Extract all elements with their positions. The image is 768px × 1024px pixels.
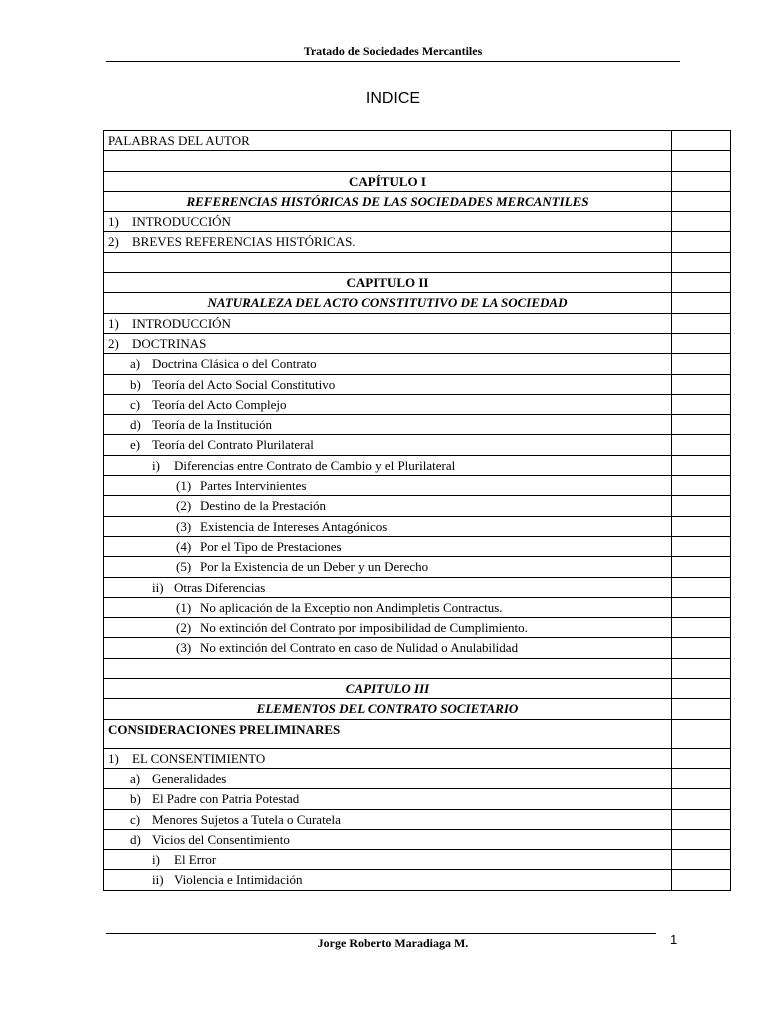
toc-item-number: d)	[130, 417, 141, 433]
toc-item-number: 1)	[108, 750, 119, 766]
toc-page-cell	[672, 719, 731, 748]
toc-page-cell	[672, 638, 731, 658]
footer-rule	[106, 933, 656, 934]
chapter-heading: CAPÍTULO I	[349, 173, 426, 189]
toc-row	[104, 496, 731, 516]
toc-row	[104, 809, 731, 829]
toc-item	[108, 810, 341, 829]
footer-author: Jorge Roberto Maradiaga M.	[317, 936, 469, 950]
toc-item-number: (3)	[176, 518, 192, 534]
toc-entry-cell	[104, 789, 672, 809]
toc-entry-cell	[104, 151, 672, 171]
toc-item	[108, 769, 226, 788]
toc-row	[104, 476, 731, 496]
toc-entry-cell	[104, 496, 672, 516]
toc-entry-cell	[104, 618, 672, 638]
toc-item-number: e)	[130, 437, 141, 453]
toc-item-text: BREVES REFERENCIAS HISTÓRICAS.	[132, 234, 356, 250]
toc-page-cell	[672, 476, 731, 496]
toc-item-number: (1)	[176, 599, 192, 615]
toc-entry-cell	[104, 455, 672, 475]
toc-row	[104, 870, 731, 890]
toc-item-number: (4)	[176, 538, 192, 554]
toc-row	[104, 191, 731, 211]
toc-page-cell	[672, 748, 731, 768]
toc-entry-cell	[104, 516, 672, 536]
toc-item	[108, 789, 299, 808]
toc-item-number: c)	[130, 396, 141, 412]
toc-item-text: Teoría del Contrato Plurilateral	[152, 437, 314, 453]
toc-item	[108, 375, 335, 394]
toc-item	[108, 415, 272, 434]
toc-item-number: 2)	[108, 234, 119, 250]
toc-page-cell	[672, 252, 731, 272]
page-number: 1	[670, 932, 678, 947]
toc-page-cell	[672, 699, 731, 719]
toc-page-cell	[672, 232, 731, 252]
toc-entry-cell	[104, 212, 672, 232]
toc-page-cell	[672, 394, 731, 414]
toc-entry-cell	[104, 476, 672, 496]
toc-item	[108, 354, 317, 373]
toc-entry-cell	[104, 374, 672, 394]
toc-item-number: ii)	[152, 872, 164, 888]
toc-page-cell	[672, 415, 731, 435]
toc-item-number: (3)	[176, 640, 192, 656]
toc-entry-cell	[104, 829, 672, 849]
toc-row	[104, 435, 731, 455]
chapter-subtitle: ELEMENTOS DEL CONTRATO SOCIETARIO	[256, 701, 519, 717]
toc-item-number: ii)	[152, 579, 164, 595]
toc-item-number: d)	[130, 831, 141, 847]
toc-entry-cell	[104, 232, 672, 252]
toc-row	[104, 748, 731, 768]
toc-item-number: (5)	[176, 559, 192, 575]
toc-entry-cell	[104, 658, 672, 678]
toc-item	[108, 336, 206, 351]
toc-entry-cell	[104, 679, 672, 699]
toc-page-cell	[672, 597, 731, 617]
toc-item-number: 1)	[108, 315, 119, 331]
toc-entry-cell	[104, 394, 672, 414]
toc-item-text: No extinción del Contrato por imposibilidad de Cumplimiento.	[200, 620, 528, 636]
toc-item-text: Por el Tipo de Prestaciones	[200, 538, 342, 554]
toc-item-number: a)	[130, 770, 141, 786]
toc-item	[108, 496, 326, 515]
toc-item	[108, 234, 356, 249]
toc-item	[108, 537, 342, 556]
toc-item	[108, 751, 265, 766]
chapter-heading: CAPITULO III	[345, 681, 430, 697]
chapter-subtitle: NATURALEZA DEL ACTO CONSTITUTIVO DE LA SOCIEDAD	[207, 295, 568, 311]
toc-item-text: Generalidades	[152, 770, 227, 786]
toc-item-number: i)	[152, 457, 160, 473]
toc-entry-cell	[104, 850, 672, 870]
toc-item-number: b)	[130, 791, 141, 807]
toc-entry-cell	[104, 719, 672, 748]
toc-body	[104, 131, 731, 891]
toc-row	[104, 850, 731, 870]
toc-page-cell	[672, 273, 731, 293]
toc-page-cell	[672, 293, 731, 313]
toc-item-text: Doctrina Clásica o del Contrato	[152, 356, 317, 372]
toc-item-text: El Error	[174, 852, 217, 868]
toc-page-cell	[672, 768, 731, 788]
toc-item-text: EL CONSENTIMIENTO	[132, 750, 266, 766]
toc-entry-cell	[104, 768, 672, 788]
toc-page-cell	[672, 809, 731, 829]
index-title: INDICE	[365, 90, 421, 107]
toc-item	[108, 517, 387, 536]
toc-page-cell	[672, 151, 731, 171]
toc-page-cell	[672, 435, 731, 455]
toc-page-cell	[672, 171, 731, 191]
toc-item-text: Teoría de la Institución	[152, 417, 273, 433]
toc-page-cell	[672, 191, 731, 211]
toc-row	[104, 638, 731, 658]
toc-row	[104, 618, 731, 638]
toc-entry-text: PALABRAS DEL AUTOR	[108, 133, 250, 148]
toc-item	[108, 598, 503, 617]
toc-row	[104, 679, 731, 699]
toc-item	[108, 578, 265, 597]
toc-entry-cell	[104, 699, 672, 719]
toc-row	[104, 313, 731, 333]
toc-entry-cell	[104, 273, 672, 293]
toc-page-cell	[672, 333, 731, 353]
toc-item	[108, 830, 290, 849]
toc-row	[104, 293, 731, 313]
toc-item	[108, 214, 231, 229]
toc-entry-cell	[104, 870, 672, 890]
toc-item	[108, 638, 518, 657]
toc-page-cell	[672, 870, 731, 890]
toc-row	[104, 536, 731, 556]
toc-item-text: Otras Diferencias	[174, 579, 266, 595]
toc-entry-cell	[104, 557, 672, 577]
toc-item-text: Por la Existencia de un Deber y un Derecho	[200, 559, 429, 575]
toc-row	[104, 333, 731, 353]
toc-entry-cell	[104, 293, 672, 313]
toc-page-cell	[672, 679, 731, 699]
toc-row	[104, 516, 731, 536]
toc-item-text: Vicios del Consentimiento	[152, 831, 290, 847]
toc-entry-cell	[104, 577, 672, 597]
toc-row	[104, 212, 731, 232]
toc-row	[104, 394, 731, 414]
toc-entry-cell	[104, 333, 672, 353]
toc-entry-cell	[104, 171, 672, 191]
toc-page-cell	[672, 374, 731, 394]
toc-entry-cell	[104, 597, 672, 617]
toc-entry-cell	[104, 252, 672, 272]
toc-item-text: No extinción del Contrato en caso de Nulidad o Anulabilidad	[200, 640, 519, 656]
toc-item-text: Menores Sujetos a Tutela o Curatela	[152, 811, 341, 827]
toc-row	[104, 789, 731, 809]
toc-item-text: Teoría del Acto Social Constitutivo	[152, 376, 336, 392]
toc-item-text: INTRODUCCIÓN	[132, 214, 231, 230]
toc-entry-cell	[104, 131, 672, 151]
toc-page-cell	[672, 557, 731, 577]
toc-item	[108, 870, 302, 889]
toc-item-text: No aplicación de la Exceptio non Andimpletis Contractus.	[200, 599, 503, 615]
running-header: Tratado de Sociedades Mercantiles	[303, 44, 483, 58]
toc-entry-cell	[104, 354, 672, 374]
toc-item-number: (2)	[176, 498, 192, 514]
chapter-subtitle: REFERENCIAS HISTÓRICAS DE LAS SOCIEDADES MERCANTILES	[186, 193, 589, 209]
toc-row	[104, 455, 731, 475]
toc-item-text: Partes Intervinientes	[200, 478, 307, 494]
toc-item-number: (2)	[176, 620, 192, 636]
toc-page-cell	[672, 850, 731, 870]
toc-item-text: Violencia e Intimidación	[174, 872, 303, 888]
toc-item	[108, 435, 314, 454]
toc-item	[108, 456, 455, 475]
toc-item	[108, 850, 216, 869]
toc-row	[104, 829, 731, 849]
toc-page-cell	[672, 212, 731, 232]
toc-item-number: c)	[130, 811, 141, 827]
toc-page-cell	[672, 658, 731, 678]
toc-row	[104, 252, 731, 272]
toc-entry-cell	[104, 313, 672, 333]
toc-row	[104, 768, 731, 788]
toc-page-cell	[672, 131, 731, 151]
toc-row	[104, 131, 731, 151]
toc-row	[104, 273, 731, 293]
toc-item-number: 1)	[108, 214, 119, 230]
header-rule	[106, 61, 680, 62]
toc-page-cell	[672, 789, 731, 809]
toc-row	[104, 719, 731, 748]
toc-item-number: 2)	[108, 335, 119, 351]
toc-page-cell	[672, 577, 731, 597]
toc-item-text: DOCTRINAS	[132, 335, 207, 351]
toc-entry-cell	[104, 435, 672, 455]
toc-item-text: El Padre con Patria Potestad	[152, 791, 300, 807]
toc-item-text: INTRODUCCIÓN	[132, 315, 231, 331]
toc-row	[104, 597, 731, 617]
toc-item	[108, 618, 528, 637]
toc-row	[104, 171, 731, 191]
toc-item-text: Destino de la Prestación	[200, 498, 326, 514]
toc-entry-cell	[104, 536, 672, 556]
toc-page-cell	[672, 829, 731, 849]
toc-entry-cell	[104, 809, 672, 829]
section-heading: CONSIDERACIONES PRELIMINARES	[108, 721, 341, 737]
toc-page-cell	[672, 618, 731, 638]
toc-row	[104, 415, 731, 435]
toc-item-text: Teoría del Acto Complejo	[152, 396, 287, 412]
toc-page-cell	[672, 455, 731, 475]
toc-row	[104, 232, 731, 252]
toc-row	[104, 151, 731, 171]
toc-row	[104, 374, 731, 394]
toc-item	[108, 316, 231, 331]
toc-item-text: Existencia de Intereses Antagónicos	[200, 518, 388, 534]
toc-item-text: Diferencias entre Contrato de Cambio y el Plurilateral	[174, 457, 456, 473]
toc-row	[104, 354, 731, 374]
toc-page-cell	[672, 516, 731, 536]
toc-item	[108, 557, 428, 576]
toc-row	[104, 658, 731, 678]
toc-row	[104, 699, 731, 719]
toc-item	[108, 395, 286, 414]
toc-entry-cell	[104, 415, 672, 435]
toc-item-number: i)	[152, 852, 160, 868]
toc-table	[103, 130, 731, 891]
toc-entry-cell	[104, 191, 672, 211]
toc-page-cell	[672, 354, 731, 374]
toc-item-number: b)	[130, 376, 141, 392]
toc-page-cell	[672, 313, 731, 333]
toc-page-cell	[672, 536, 731, 556]
toc-item	[108, 476, 307, 495]
toc-page-cell	[672, 496, 731, 516]
toc-item-number: a)	[130, 356, 141, 372]
toc-entry-cell	[104, 748, 672, 768]
chapter-heading: CAPITULO II	[346, 275, 429, 291]
toc-entry-cell	[104, 638, 672, 658]
toc-row	[104, 577, 731, 597]
toc-item-number: (1)	[176, 478, 192, 494]
toc-row	[104, 557, 731, 577]
